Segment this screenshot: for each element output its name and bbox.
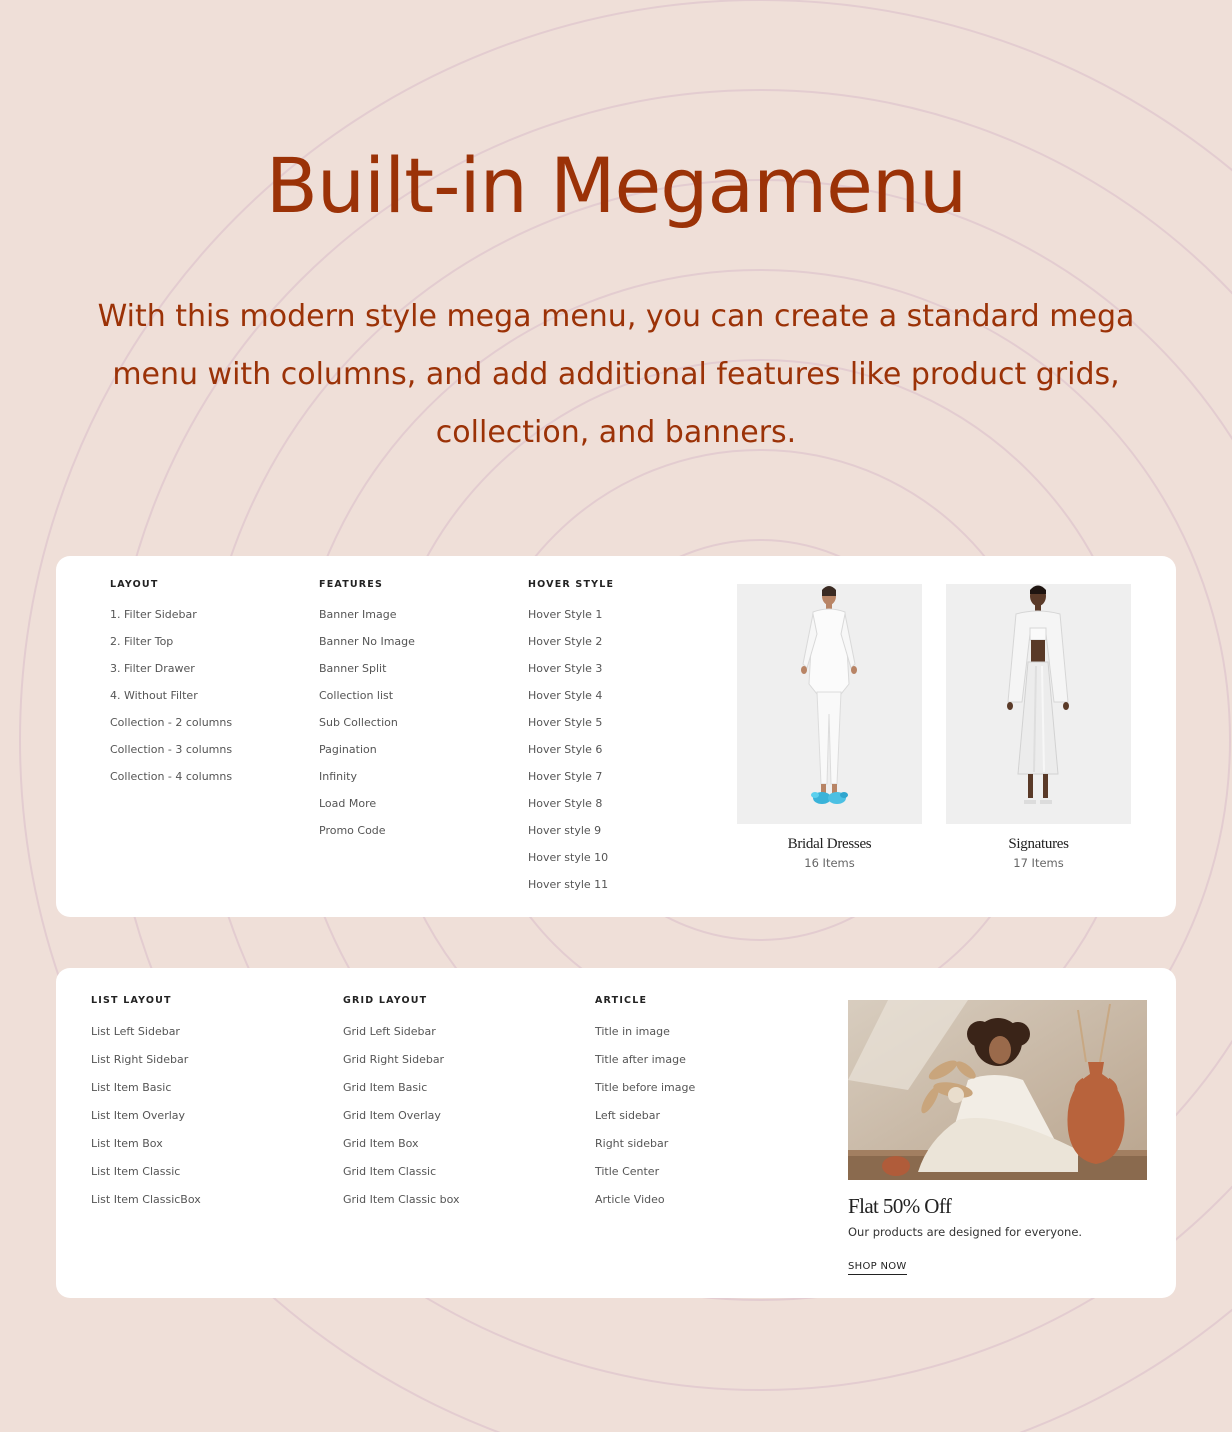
menu-link[interactable]: List Item Basic: [91, 1081, 172, 1094]
banner-title: Flat 50% Off: [848, 1194, 952, 1218]
menu-link[interactable]: Hover style 11: [528, 878, 609, 891]
menu-link[interactable]: Hover Style 2: [528, 635, 603, 648]
product-name[interactable]: Signatures: [1008, 836, 1069, 852]
menu-link[interactable]: Hover style 10: [528, 851, 609, 864]
menu-link[interactable]: Left sidebar: [595, 1109, 660, 1122]
product-card-signatures[interactable]: [946, 584, 1131, 870]
model-white-suit-image[interactable]: [737, 584, 922, 824]
menu-link[interactable]: Hover Style 1: [528, 608, 603, 621]
menu-link[interactable]: Grid Right Sidebar: [343, 1053, 445, 1066]
product-count: 17 Items: [1013, 856, 1064, 870]
page-title: Built-in Megamenu: [265, 141, 967, 230]
menu-link[interactable]: Grid Item Classic: [343, 1165, 437, 1178]
menu-link[interactable]: Title before image: [595, 1081, 696, 1094]
product-name[interactable]: Bridal Dresses: [787, 836, 872, 852]
bride-with-pottery-image[interactable]: [848, 1000, 1147, 1180]
link-list: [91, 1022, 201, 1218]
menu-link[interactable]: List Item Overlay: [91, 1109, 186, 1122]
megamenu-blog: [56, 968, 1176, 1298]
link-list: [528, 605, 608, 902]
menu-link[interactable]: Right sidebar: [595, 1137, 669, 1150]
banner-description: Our products are designed for everyone.: [848, 1225, 1083, 1239]
menu-link[interactable]: 4. Without Filter: [110, 689, 198, 702]
menu-link[interactable]: Collection - 2 columns: [110, 716, 233, 729]
menu-link[interactable]: List Left Sidebar: [91, 1025, 180, 1038]
product-count: 16 Items: [804, 856, 855, 870]
menu-link[interactable]: Hover Style 3: [528, 662, 603, 675]
promo-banner: [848, 1000, 1147, 1275]
menu-link[interactable]: Hover Style 8: [528, 797, 603, 810]
menu-link[interactable]: 2. Filter Top: [110, 635, 174, 648]
menu-link[interactable]: 3. Filter Drawer: [110, 662, 195, 675]
menu-link[interactable]: Article Video: [595, 1193, 665, 1206]
menu-link[interactable]: Title after image: [595, 1053, 686, 1066]
menu-link[interactable]: Grid Item Overlay: [343, 1109, 441, 1122]
menu-link[interactable]: 1. Filter Sidebar: [110, 608, 197, 621]
menu-link[interactable]: Hover Style 5: [528, 716, 603, 729]
menu-link[interactable]: Grid Item Box: [343, 1137, 419, 1150]
product-card-bridal-dresses[interactable]: [737, 584, 922, 870]
menu-link[interactable]: Grid Item Classic box: [343, 1193, 460, 1206]
menu-link[interactable]: Banner No Image: [319, 635, 415, 648]
menu-link[interactable]: Banner Image: [319, 608, 397, 621]
link-list: [595, 1022, 695, 1218]
column-heading: FEATURES: [319, 579, 384, 590]
menu-link[interactable]: List Item Box: [91, 1137, 163, 1150]
menu-link[interactable]: Collection - 4 columns: [110, 770, 233, 783]
menu-link[interactable]: Collection list: [319, 689, 394, 702]
menu-link[interactable]: Hover Style 7: [528, 770, 603, 783]
menu-link[interactable]: Hover style 9: [528, 824, 602, 837]
menu-link[interactable]: Promo Code: [319, 824, 386, 837]
menu-link[interactable]: List Item Classic: [91, 1165, 181, 1178]
column-heading: LAYOUT: [110, 579, 159, 590]
menu-link[interactable]: List Right Sidebar: [91, 1053, 189, 1066]
model-white-skirt-image[interactable]: [946, 584, 1131, 824]
menu-link[interactable]: List Item ClassicBox: [91, 1193, 201, 1206]
menu-link[interactable]: Banner Split: [319, 662, 387, 675]
menu-link[interactable]: Collection - 3 columns: [110, 743, 233, 756]
menu-link[interactable]: Grid Item Basic: [343, 1081, 428, 1094]
shop-now-link[interactable]: SHOP NOW: [848, 1261, 907, 1275]
column-heading: ARTICLE: [595, 995, 648, 1006]
menu-link[interactable]: Title in image: [595, 1025, 670, 1038]
link-list: [110, 605, 232, 794]
menu-link[interactable]: Grid Left Sidebar: [343, 1025, 436, 1038]
menu-link[interactable]: Pagination: [319, 743, 377, 756]
link-list: [319, 605, 415, 848]
link-list: [343, 1022, 460, 1218]
menu-link[interactable]: Title Center: [595, 1165, 660, 1178]
menu-link[interactable]: Load More: [319, 797, 377, 810]
menu-link[interactable]: Sub Collection: [319, 716, 398, 729]
menu-link[interactable]: Hover Style 6: [528, 743, 603, 756]
column-heading: GRID LAYOUT: [343, 995, 428, 1006]
menu-link[interactable]: Infinity: [319, 770, 357, 783]
column-heading: LIST LAYOUT: [91, 995, 172, 1006]
column-heading: HOVER STYLE: [528, 579, 615, 590]
page-description: With this modern style mega menu, you can create a standard mega menu with columns, and add additional features like product grids, collection, and banners.: [97, 299, 1135, 450]
menu-link[interactable]: Hover Style 4: [528, 689, 603, 702]
megamenu-shop: [56, 556, 1176, 917]
